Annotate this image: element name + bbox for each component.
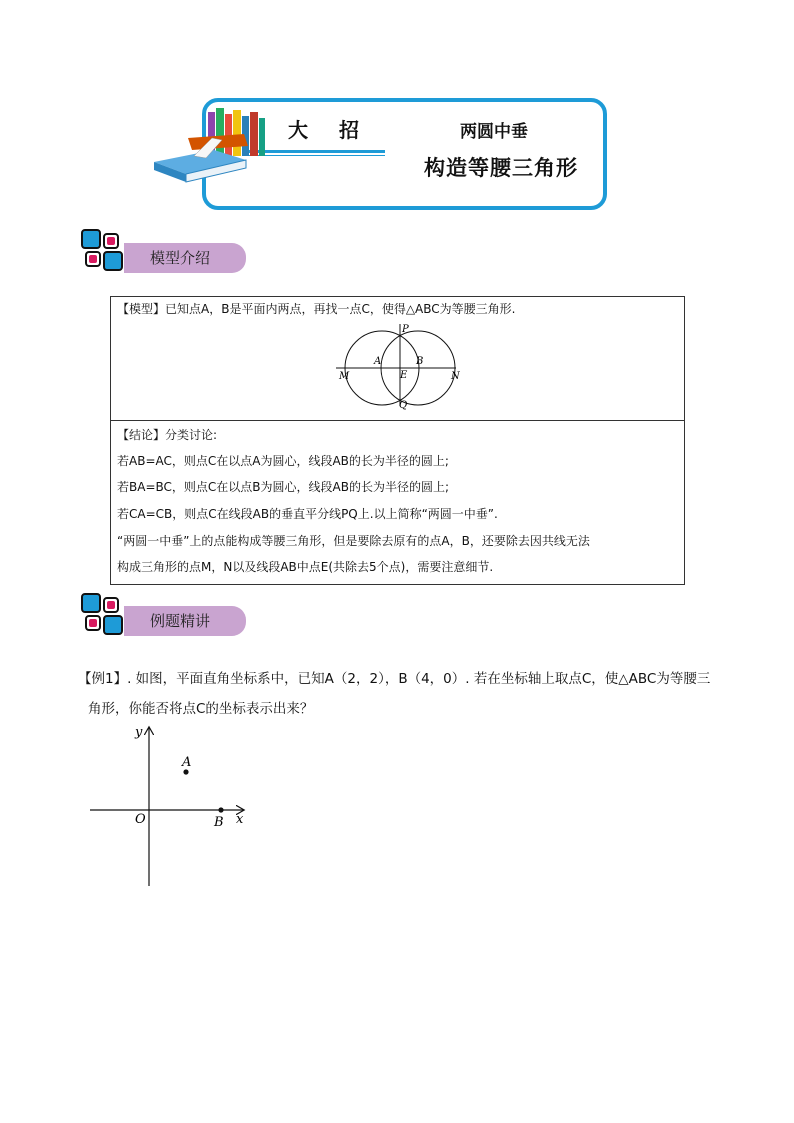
section-tag-examples: 例题精讲 xyxy=(124,606,246,636)
label-o: O xyxy=(135,812,146,827)
label-n: N xyxy=(451,371,460,382)
stacked-books-icon xyxy=(148,104,278,188)
label-b: B xyxy=(214,815,224,830)
example-question-line1: 【例1】. 如图，平面直角坐标系中，已知A（2，2），B（4，0）. 若在坐标轴上取点C，使△ABC为等腰三 xyxy=(78,671,711,687)
label-y: y xyxy=(135,725,143,740)
label-a: A xyxy=(374,356,382,367)
point-b xyxy=(218,807,223,812)
conclusion-line: 若CA=CB，则点C在线段AB的垂直平分线PQ上.以上简称“两圆一中垂”. xyxy=(117,507,498,521)
label-q: Q xyxy=(399,400,408,411)
four-squares-icon xyxy=(78,590,126,638)
coordinate-plane-figure xyxy=(85,722,260,892)
conclusion-line: “两圆一中垂”上的点能构成等腰三角形，但是要除去原有的点A，B，还要除去因共线无法 xyxy=(117,534,590,548)
point-a xyxy=(183,769,188,774)
header-title-line1: 两圆中垂 xyxy=(460,122,528,142)
label-p: P xyxy=(402,324,409,335)
example-question-line2: 角形，你能否将点C的坐标表示出来？ xyxy=(88,701,314,717)
section-tag-model-intro: 模型介绍 xyxy=(124,243,246,273)
label-x: x xyxy=(236,812,244,827)
label-b: B xyxy=(416,356,424,367)
two-circles-figure xyxy=(330,322,470,414)
conclusion-line: 若AB=AC，则点C在以点A为圆心，线段AB的长为半径的圆上; xyxy=(117,454,449,468)
conclusion-title: 【结论】分类讨论: xyxy=(117,428,218,442)
label-m: M xyxy=(339,371,350,382)
conclusion-line: 若BA=BC，则点C在以点B为圆心，线段AB的长为半径的圆上; xyxy=(117,480,449,494)
label-e: E xyxy=(400,370,408,381)
header-title-line2: 构造等腰三角形 xyxy=(424,155,578,180)
conclusion-line: 构成三角形的点M，N以及线段AB中点E(共除去5个点)，需要注意细节. xyxy=(117,560,494,574)
label-a: A xyxy=(182,755,192,770)
table-divider xyxy=(110,420,685,421)
four-squares-icon xyxy=(78,226,126,274)
model-statement: 【模型】已知点A，B是平面内两点，再找一点C，使得△ABC为等腰三角形. xyxy=(117,302,516,316)
header-big-move: 大 招 xyxy=(288,118,371,142)
